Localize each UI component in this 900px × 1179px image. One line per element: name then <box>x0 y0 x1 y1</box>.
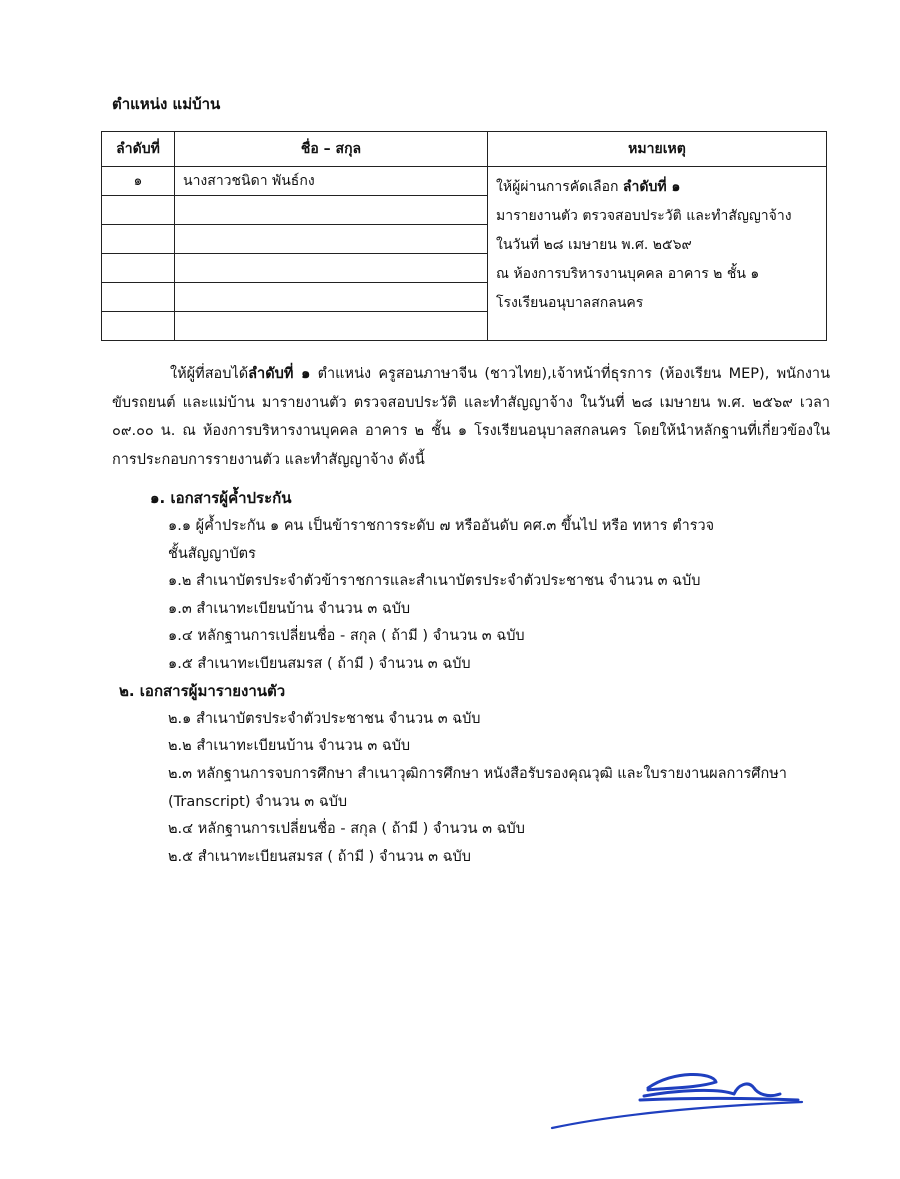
section-1-item: ๑.๒ สำเนาบัตรประจำตัวข้าราชการและสำเนาบัตรประจำตัวประชาชน จำนวน ๓ ฉบับ <box>168 573 701 589</box>
row-name <box>175 254 488 283</box>
paragraph-bold: ลำดับที่ ๑ <box>248 366 311 382</box>
section-2-item: ๒.๒ สำเนาทะเบียนบ้าน จำนวน ๓ ฉบับ <box>168 738 411 754</box>
section-2-item: ๒.๓ หลักฐานการจบการศึกษา สำเนาวุฒิการศึกษา หนังสือรับรองคุณวุฒิ และใบรายงานผลการศึกษา <box>168 766 787 782</box>
row-number <box>102 283 175 312</box>
signature-stroke <box>640 1099 798 1101</box>
signature-stroke <box>648 1074 716 1090</box>
section-1-item: ๑.๕ สำเนาทะเบียนสมรส ( ถ้ามี ) จำนวน ๓ ฉบับ <box>168 656 471 672</box>
section-2-title: ๒. เอกสารผู้มารายงานตัว <box>119 682 286 700</box>
row-name <box>175 312 488 341</box>
remark-line-1-text: ให้ผู้ผ่านการคัดเลือก <box>496 179 623 195</box>
row-number <box>102 254 175 283</box>
row-name <box>175 225 488 254</box>
remark-line-2: มารายงานตัว ตรวจสอบประวัติ และทำสัญญาจ้าง <box>496 208 792 224</box>
paragraph-body: ตำแหน่ง ครูสอนภาษาจีน (ชาวไทย),เจ้าหน้าที่ธุรการ (ห้องเรียน MEP), พนักงานขับรถยนต์ และแม่บ้าน มารายงานตัว ตรวจสอบประวัติ และทำสัญญาจ้าง ในวันที่ ๒๘ เมษายน พ.ศ. ๒๕๖๙ เวลา ๐๙.๐๐ น. ณ ห้องการบริหารงานบุคคล อาคาร ๒ ชั้น ๑ โรงเรียนอนุบาลสกลนคร โดยให้นำหลักฐานที่เกี่ยวข้องในการประกอบการรายงานตัว และทำสัญญาจ้าง ดังนี้ <box>112 366 830 468</box>
row-number: ๑ <box>102 167 175 196</box>
header-order: ลำดับที่ <box>102 132 175 167</box>
row-number <box>102 312 175 341</box>
row-name: นางสาวชนิดา พันธ์กง <box>175 167 488 196</box>
candidate-table <box>101 131 827 341</box>
row-name <box>175 283 488 312</box>
signature-strokes <box>552 1074 802 1128</box>
header-name: ชื่อ – สกุล <box>175 132 488 167</box>
section-1-title: ๑. เอกสารผู้ค้ำประกัน <box>150 489 292 507</box>
position-heading: ตำแหน่ง แม่บ้าน <box>112 95 221 113</box>
section-1-item: ๑.๔ หลักฐานการเปลี่ยนชื่อ - สกุล ( ถ้ามี ) จำนวน ๓ ฉบับ <box>168 628 525 644</box>
instruction-paragraph <box>112 360 830 474</box>
section-2-item: ๒.๔ หลักฐานการเปลี่ยนชื่อ - สกุล ( ถ้ามี ) จำนวน ๓ ฉบับ <box>168 821 525 837</box>
remark-line-4: ณ ห้องการบริหารงานบุคคล อาคาร ๒ ชั้น ๑ <box>496 266 760 282</box>
remark-cell <box>488 167 827 341</box>
remark-line-5: โรงเรียนอนุบาลสกลนคร <box>496 295 644 311</box>
table-row <box>102 167 827 196</box>
signature-icon <box>548 1058 808 1138</box>
section-2-item: (Transcript) จำนวน ๓ ฉบับ <box>168 794 348 810</box>
remark-line-1 <box>496 173 818 202</box>
paragraph-prefix: ให้ผู้ที่สอบได้ <box>170 366 249 382</box>
section-1-item: ชั้นสัญญาบัตร <box>168 546 256 562</box>
row-number <box>102 196 175 225</box>
signature-stroke <box>552 1102 802 1128</box>
section-1-item: ๑.๓ สำเนาทะเบียนบ้าน จำนวน ๓ ฉบับ <box>168 601 411 617</box>
row-name <box>175 196 488 225</box>
section-2-item: ๒.๕ สำเนาทะเบียนสมรส ( ถ้ามี ) จำนวน ๓ ฉบับ <box>168 849 471 865</box>
header-remark: หมายเหตุ <box>488 132 827 167</box>
table-header-row <box>102 132 827 167</box>
remark-line-1-bold: ลำดับที่ ๑ <box>622 179 681 195</box>
row-number <box>102 225 175 254</box>
section-2-item: ๒.๑ สำเนาบัตรประจำตัวประชาชน จำนวน ๓ ฉบับ <box>168 711 481 727</box>
remark-line-3: ในวันที่ ๒๘ เมษายน พ.ศ. ๒๕๖๙ <box>496 237 692 253</box>
section-1-item: ๑.๑ ผู้ค้ำประกัน ๑ คน เป็นข้าราชการระดับ ๗ หรืออันดับ คศ.๓ ขึ้นไป หรือ ทหาร ตำรวจ <box>168 518 715 534</box>
